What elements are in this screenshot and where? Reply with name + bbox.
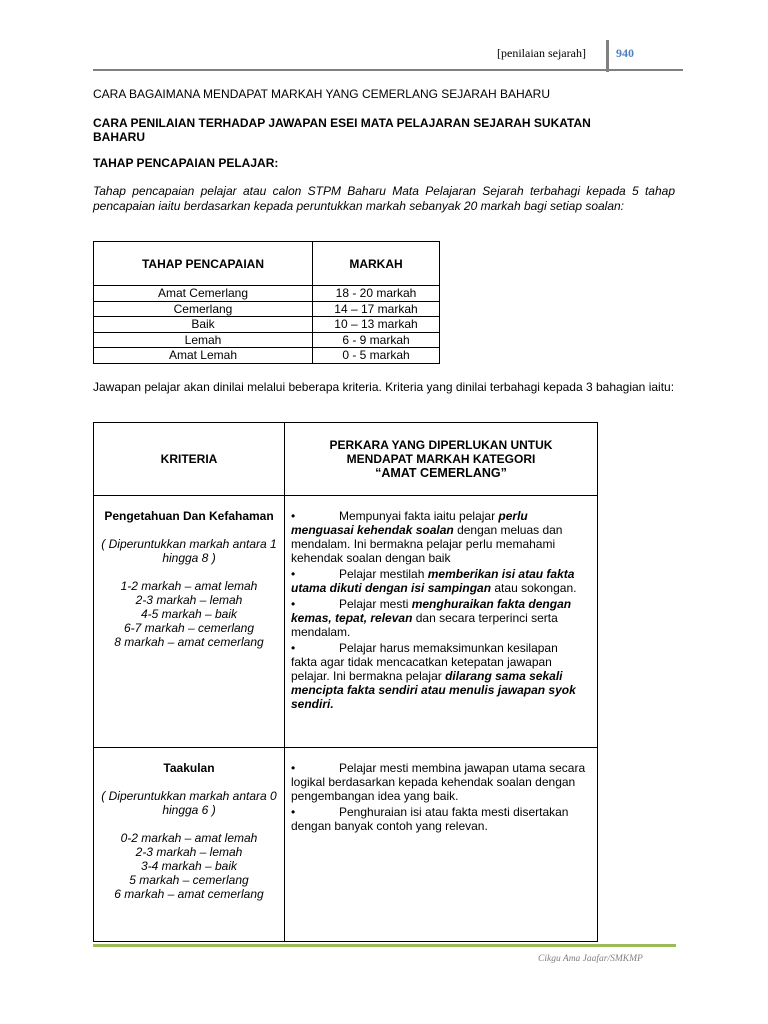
requirements-header-line: “AMAT CEMERLANG” (375, 466, 507, 480)
table-cell: Amat Cemerlang (94, 286, 313, 302)
scale-item: 1-2 markah – amat lemah (120, 579, 258, 593)
bullet-icon: • (291, 597, 296, 611)
table-row (94, 332, 440, 348)
requirements-cell (285, 748, 598, 942)
footer-author: Cikgu Ama Jaafar/SMKMP (538, 954, 643, 964)
bullet-icon: • (291, 641, 296, 655)
criterion-cell (94, 496, 285, 748)
table-cell: 6 - 9 markah (313, 332, 440, 348)
section-title: CARA PENILAIAN TERHADAP JAWAPAN ESEI MATA PELAJARAN SEJARAH SUKATAN BAHARU (93, 116, 591, 144)
subsection-title: TAHAP PENCAPAIAN PELAJAR: (93, 156, 279, 170)
header-label: [penilaian sejarah] (497, 46, 586, 60)
criterion-allocation: ( Diperuntukkan markah antara 1 hingga 8 ) (101, 537, 277, 565)
scale-item: 2-3 markah – lemah (135, 593, 243, 607)
requirements-header-line: MENDAPAT MARKAH KATEGORI (346, 452, 536, 466)
scale-item: 6 markah – amat cemerlang (114, 887, 264, 901)
criterion-allocation: ( Diperuntukkan markah antara 0 hingga 6 ) (101, 789, 277, 817)
page-number: 940 (616, 46, 634, 60)
table-cell: Cemerlang (94, 301, 313, 317)
criterion-cell (94, 748, 285, 942)
scale-item: 3-4 markah – baik (140, 859, 238, 873)
table-row (94, 748, 598, 942)
table-cell: 10 – 13 markah (313, 317, 440, 333)
table-header: TAHAP PENCAPAIAN (94, 242, 313, 286)
scale-item: 8 markah – amat cemerlang (114, 635, 264, 649)
table-row (94, 317, 440, 333)
table-cell: Baik (94, 317, 313, 333)
criteria-header: KRITERIA (94, 423, 285, 496)
table-cell: 18 - 20 markah (313, 286, 440, 302)
document-title: CARA BAGAIMANA MENDAPAT MARKAH YANG CEMERLANG SEJARAH BAHARU (93, 87, 550, 101)
scale-item: 4-5 markah – baik (140, 607, 238, 621)
achievement-table (93, 241, 440, 364)
criteria-paragraph: Jawapan pelajar akan dinilai melalui beberapa kriteria. Kriteria yang dinilai terbahagi kepada 3 bahagian iaitu: (93, 380, 675, 394)
bullet-icon: • (291, 805, 296, 819)
requirements-header (285, 423, 598, 496)
requirements-cell (285, 496, 598, 748)
bullet-item: • Pelajar mesti menghuraikan fakta dengan kemas, tepat, relevan dan secara terperinci serta mendalam. (291, 597, 572, 639)
header-rule (93, 69, 683, 71)
scale-item: 0-2 markah – amat lemah (120, 831, 258, 845)
table-cell: Amat Lemah (94, 348, 313, 364)
criterion-name: Taakulan (163, 761, 215, 775)
intro-paragraph: Tahap pencapaian pelajar atau calon STPM Baharu Mata Pelajaran Sejarah terbahagi kepada 5 tahap pencapaian iaitu berdasarkan kepada peruntukkan markah sebanyak 20 markah bagi setiap soalan: (93, 184, 675, 213)
bullet-item: • Pelajar harus memaksimunkan kesilapan fakta agar tidak mencacatkan ketepatan jawapan pelajar. Ini bermakna pelajar dilarang sama sekali mencipta fakta sendiri atau menulis jawapan syok sendiri. (291, 641, 576, 711)
table-header: MARKAH (313, 242, 440, 286)
scale-item: 2-3 markah – lemah (135, 845, 243, 859)
table-row (94, 301, 440, 317)
table-row (94, 286, 440, 302)
criterion-name: Pengetahuan Dan Kefahaman (104, 509, 274, 523)
bullet-item: • Mempunyai fakta iaitu pelajar perlu menguasai kehendak soalan dengan meluas dan mendalam. Ini bermakna pelajar perlu memahami kehendak soalan dengan baik (291, 509, 563, 565)
bullet-icon: • (291, 567, 296, 581)
footer-rule (93, 944, 676, 947)
table-cell: Lemah (94, 332, 313, 348)
bullet-item: • Pelajar mestilah memberikan isi atau fakta utama dikuti dengan isi sampingan atau sokongan. (291, 567, 577, 595)
criteria-table (93, 422, 598, 942)
bullet-item: • Penghuraian isi atau fakta mesti disertakan dengan banyak contoh yang relevan. (291, 805, 569, 833)
bullet-icon: • (291, 509, 296, 523)
bullet-icon: • (291, 761, 296, 775)
table-cell: 0 - 5 markah (313, 348, 440, 364)
table-cell: 14 – 17 markah (313, 301, 440, 317)
table-row (94, 348, 440, 364)
header-divider (606, 40, 609, 72)
bullet-item: • Pelajar mesti membina jawapan utama secara logikal berdasarkan kepada kehendak soalan dengan pengembangan idea yang baik. (291, 761, 586, 803)
requirements-header-line: PERKARA YANG DIPERLUKAN UNTUK (329, 438, 553, 452)
table-row (94, 496, 598, 748)
scale-item: 6-7 markah – cemerlang (123, 621, 255, 635)
scale-item: 5 markah – cemerlang (129, 873, 249, 887)
